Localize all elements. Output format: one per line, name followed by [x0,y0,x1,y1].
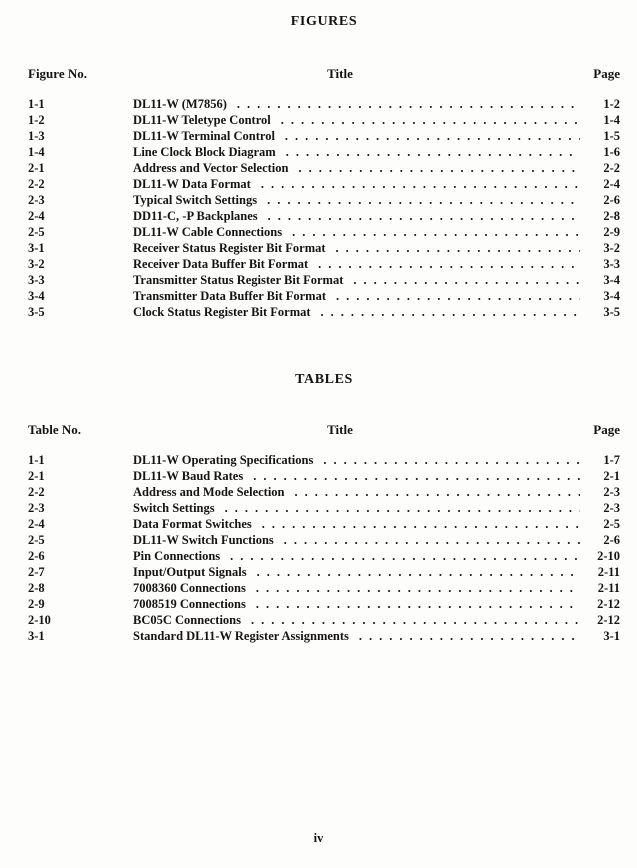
page-number: iv [313,831,324,845]
tables-column-header-page: Page [593,422,620,437]
toc-row-title: Input/Output Signals [133,565,247,579]
toc-row-number: 2-1 [28,161,45,175]
dot-leader [253,468,580,484]
dot-leader [251,612,580,628]
toc-row [28,112,620,128]
toc-row-page: 3-2 [603,241,620,255]
toc-row-number: 2-10 [28,613,51,627]
toc-row [28,256,620,272]
toc-row-title: Transmitter Data Buffer Bit Format [133,289,327,303]
toc-row [28,532,620,548]
toc-row-number: 2-6 [28,549,45,563]
toc-row-page: 2-3 [603,485,620,499]
toc-row [28,96,620,112]
toc-row-title: Typical Switch Settings [133,193,258,207]
toc-row-page: 2-10 [597,549,620,563]
toc-row-title: Standard DL11-W Register Assignments [133,629,349,643]
toc-row-title: DL11-W Operating Specifications [133,453,314,467]
toc-row-page: 2-6 [603,533,620,547]
toc-row [28,224,620,240]
dot-leader [261,176,580,192]
toc-row-page: 3-3 [603,257,620,271]
toc-row-page: 2-2 [603,161,620,175]
toc-row-title: Address and Vector Selection [133,161,289,175]
dot-leader [318,256,580,272]
toc-row-number: 3-1 [28,241,45,255]
dot-leader [295,484,580,500]
toc-row-page: 2-8 [603,209,620,223]
toc-row-title: DL11-W Teletype Control [133,113,271,127]
toc-row-number: 3-5 [28,305,45,319]
toc-row-number: 1-2 [28,113,45,127]
tables-column-header-no: Table No. [28,422,81,437]
toc-row [28,192,620,208]
toc-row-title: Clock Status Register Bit Format [133,305,311,319]
toc-row [28,564,620,580]
toc-row-page: 3-5 [603,305,620,319]
toc-row [28,468,620,484]
toc-row-title: DL11-W Terminal Control [133,129,275,143]
toc-row-number: 3-2 [28,257,45,271]
toc-row [28,612,620,628]
dot-leader [284,532,580,548]
figures-toc-list [28,96,620,320]
tables-column-header-row [28,422,620,438]
toc-row-page: 1-7 [603,453,620,467]
toc-row-number: 2-5 [28,225,45,239]
toc-row-title: DL11-W Cable Connections [133,225,283,239]
dot-leader [321,304,580,320]
toc-row-title: BC05C Connections [133,613,241,627]
toc-row [28,176,620,192]
toc-row-page: 2-11 [597,565,620,579]
dot-leader [292,224,580,240]
toc-row-number: 2-4 [28,209,45,223]
toc-row-page: 1-5 [603,129,620,143]
dot-leader [353,272,580,288]
toc-row-page: 2-4 [603,177,620,191]
dot-leader [323,452,580,468]
figures-column-header-title: Title [327,66,353,81]
toc-row-number: 2-3 [28,501,45,515]
toc-row-title: Receiver Data Buffer Bit Format [133,257,309,271]
dot-leader [225,500,580,516]
toc-row-title: DL11-W (M7856) [133,97,227,111]
toc-row [28,208,620,224]
dot-leader [267,192,580,208]
toc-row-page: 2-3 [603,501,620,515]
toc-row-number: 1-1 [28,97,45,111]
toc-row-number: 2-2 [28,485,45,499]
toc-row-title: 7008519 Connections [133,597,246,611]
dot-leader [336,288,580,304]
toc-row [28,144,620,160]
tables-toc-list [28,452,620,644]
toc-row-page: 3-4 [603,289,620,303]
toc-row-page: 3-4 [603,273,620,287]
toc-row [28,516,620,532]
toc-row-page: 1-2 [603,97,620,111]
dot-leader [336,240,580,256]
toc-row-page: 2-11 [597,581,620,595]
toc-row-page: 3-1 [603,629,620,643]
dot-leader [359,628,580,644]
dot-leader [237,96,580,112]
figures-column-header-page: Page [593,66,620,81]
toc-row-page: 2-12 [597,597,620,611]
toc-row-title: DL11-W Data Format [133,177,251,191]
toc-row-title: Pin Connections [133,549,221,563]
toc-row-title: Switch Settings [133,501,215,515]
toc-row-title: DD11-C, -P Backplanes [133,209,258,223]
toc-row-number: 1-4 [28,145,45,159]
toc-row-number: 2-2 [28,177,45,191]
figures-column-header-row [28,66,620,82]
toc-row-page: 2-5 [603,517,620,531]
toc-row-number: 2-9 [28,597,45,611]
dot-leader [285,128,580,144]
dot-leader [298,160,580,176]
toc-row-number: 3-3 [28,273,45,287]
dot-leader [268,208,580,224]
toc-row [28,580,620,596]
toc-row [28,484,620,500]
tables-column-header-title: Title [327,422,353,437]
toc-row-title: Transmitter Status Register Bit Format [133,273,344,287]
toc-row-title: Address and Mode Selection [133,485,285,499]
toc-row [28,596,620,612]
dot-leader [257,564,580,580]
toc-row-page: 2-1 [603,469,620,483]
toc-row [28,288,620,304]
toc-row-number: 2-7 [28,565,45,579]
dot-leader [256,596,580,612]
toc-row [28,160,620,176]
toc-row-number: 1-3 [28,129,45,143]
toc-row [28,304,620,320]
toc-row-number: 2-1 [28,469,45,483]
toc-row-title: Line Clock Block Diagram [133,145,276,159]
toc-row-page: 2-9 [603,225,620,239]
toc-row-page: 2-12 [597,613,620,627]
toc-row-number: 2-5 [28,533,45,547]
toc-row [28,500,620,516]
figures-column-header-no: Figure No. [28,66,87,81]
dot-leader [230,548,580,564]
toc-row-title: Data Format Switches [133,517,252,531]
dot-leader [281,112,580,128]
toc-row-number: 3-1 [28,629,45,643]
toc-row-number: 1-1 [28,453,45,467]
toc-row-page: 1-6 [603,145,620,159]
toc-row-page: 2-6 [603,193,620,207]
dot-leader [262,516,580,532]
toc-row-number: 3-4 [28,289,45,303]
toc-row [28,452,620,468]
toc-row-number: 2-4 [28,517,45,531]
toc-row-title: DL11-W Baud Rates [133,469,244,483]
dot-leader [286,144,580,160]
toc-row-number: 2-8 [28,581,45,595]
toc-row-number: 2-3 [28,193,45,207]
figures-section-heading: FIGURES [290,14,358,29]
toc-row-title: 7008360 Connections [133,581,246,595]
toc-row-title: DL11-W Switch Functions [133,533,274,547]
toc-row [28,240,620,256]
toc-row [28,128,620,144]
toc-row [28,548,620,564]
toc-row [28,272,620,288]
toc-row [28,628,620,644]
toc-row-title: Receiver Status Register Bit Format [133,241,326,255]
toc-row-page: 1-4 [603,113,620,127]
tables-section-heading: TABLES [295,372,353,387]
dot-leader [256,580,580,596]
